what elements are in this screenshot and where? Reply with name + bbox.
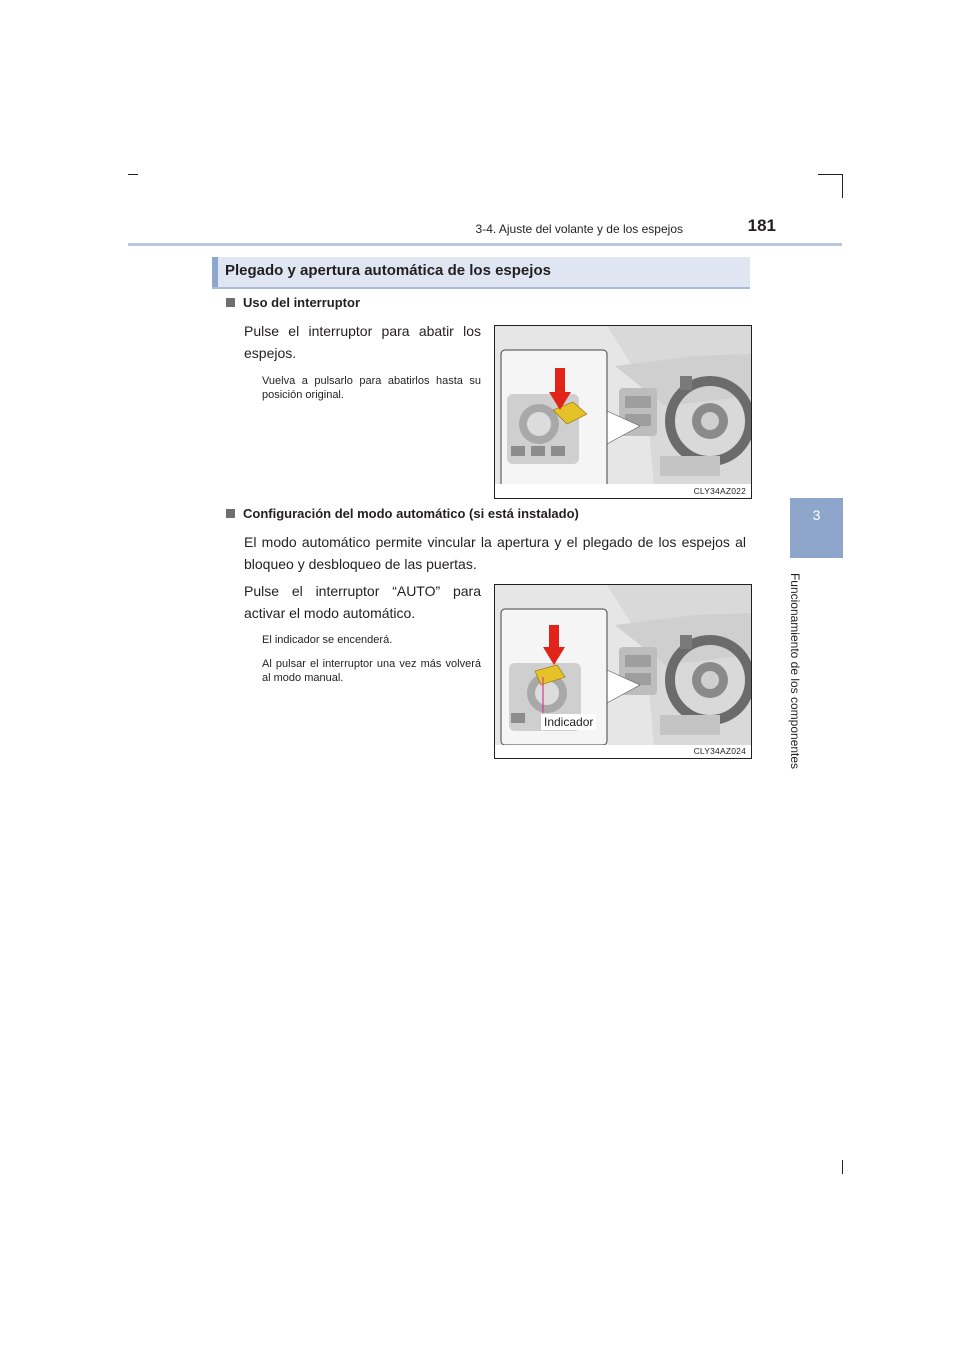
subheading-config-text: Configuración del modo automático (si está instalado)	[243, 506, 579, 521]
subheading-config	[226, 506, 579, 521]
indicator-callout: Indicador	[541, 714, 596, 730]
figure-mirror-switch	[494, 325, 752, 499]
section-heading-bar	[212, 257, 750, 289]
figure-auto-switch-drawing	[495, 585, 751, 758]
config-intro: El modo automático permite vincular la apertura y el plegado de los espejos al bloqueo y desbloqueo de las puertas.	[244, 534, 746, 572]
crop-mark	[818, 174, 842, 175]
figure-auto-switch	[494, 584, 752, 759]
uso-note: Vuelva a pulsarlo para abatirlos hasta su posición original.	[262, 375, 481, 401]
crop-mark	[128, 174, 138, 175]
chapter-title-vertical	[782, 566, 808, 776]
square-bullet-icon	[226, 509, 235, 518]
crop-mark	[842, 174, 843, 198]
uso-instruction: Pulse el interruptor para abatir los espejos.	[244, 323, 481, 361]
figure-mirror-switch-drawing	[495, 326, 751, 498]
config-note-1: El indicador se encenderá.	[262, 634, 393, 646]
chapter-number: 3	[812, 507, 821, 523]
chapter-title: Funcionamiento de los componentes	[788, 572, 802, 770]
square-bullet-icon	[226, 298, 235, 307]
section-bar-accent	[212, 257, 218, 287]
chapter-tab	[790, 498, 843, 558]
page-number: 181	[747, 216, 776, 235]
figure-code: CLY34AZ022	[693, 486, 746, 496]
config-note-2: Al pulsar el interruptor una vez más volverá al modo manual.	[262, 658, 481, 684]
running-header-title: 3-4. Ajuste del volante y de los espejos	[475, 222, 683, 236]
config-instruction: Pulse el interruptor “AUTO” para activar el modo automático.	[244, 583, 481, 621]
header-rule	[128, 243, 842, 246]
crop-mark	[842, 1160, 843, 1174]
figure-code: CLY34AZ024	[693, 746, 746, 756]
subheading-uso-text: Uso del interruptor	[243, 295, 361, 310]
section-title: Plegado y apertura automática de los espejos	[225, 262, 551, 279]
subheading-uso	[226, 295, 360, 310]
